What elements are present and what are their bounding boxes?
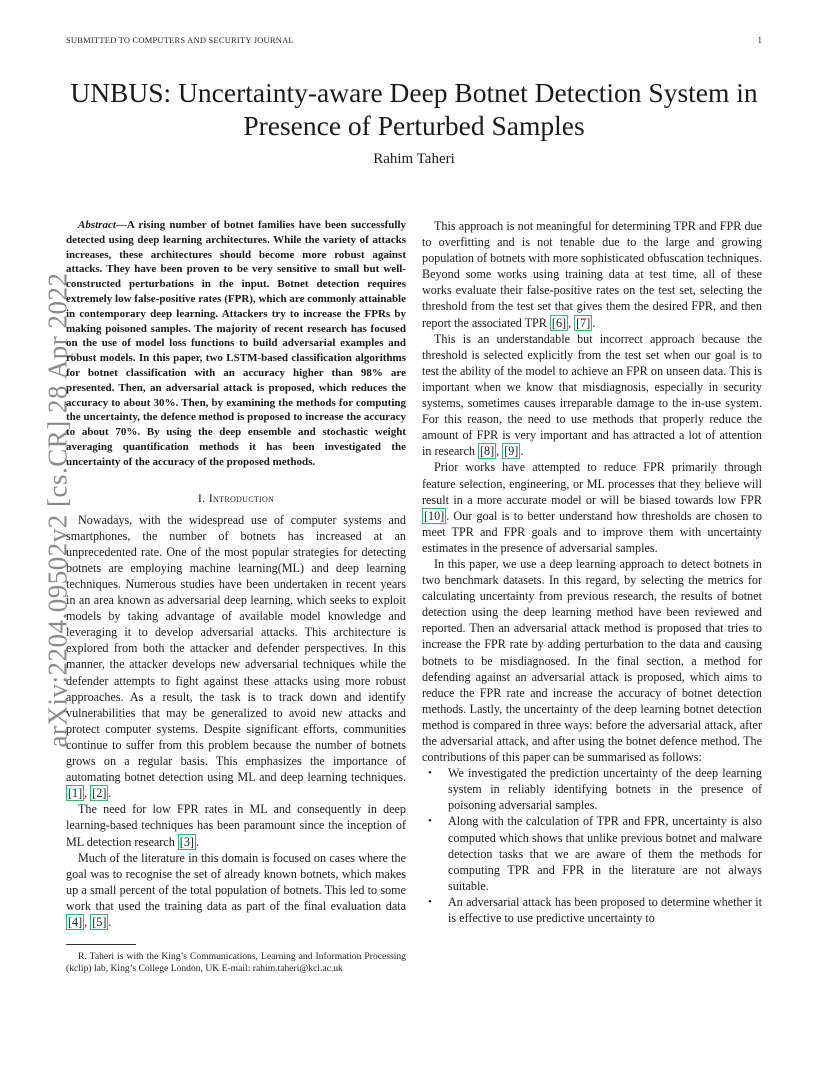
citation-link[interactable]: [7]	[576, 315, 591, 330]
list-item	[422, 894, 762, 926]
right-paragraph-1	[422, 218, 762, 331]
left-column	[66, 218, 406, 975]
footnote-divider	[66, 944, 136, 945]
paragraph-end: .	[195, 834, 199, 849]
abstract-text: —A rising number of botnet families have been successfully detected using deep learning architectures. While the variety of attacks increases, these architectures should become more robust against attacks. They have been proven to be very sensitive to small but well-constructed perturbations in the input. Botnet detection requires extremely low false-positive rates (FPR), which are commonly attainable in contemporary deep learning. Attackers try to increase the FPRs by making poisoned samples. The majority of recent research has focused on the use of model loss functions to build adversarial examples and robust models. In this paper, two LSTM-based classification algorithms for botnet classification with an accuracy higher than 98% are presented. Then, an adversarial attack is proposed, which reduces the accuracy to about 30%. Then, by examining the methods for computing the uncertainty, the defence method is proposed to increase the accuracy to about 70%. By using the deep ensemble and stochastic weight averaging quantification methods it has been investigated the uncertainty of the accuracy of the proposed methods.	[66, 219, 406, 468]
paragraph-text: The need for low FPR rates in ML and consequently in deep learning-based techniques has been paramount since the inception of ML detection research	[66, 802, 406, 849]
citation-separator: ,	[496, 444, 503, 459]
list-item	[422, 765, 762, 813]
arxiv-side-stamp: arXiv:2204.09502v2 [cs.CR] 28 Apr 2022	[42, 272, 73, 748]
list-item	[422, 813, 762, 893]
author-name: Rahim Taheri	[373, 151, 455, 167]
paragraph-text: This approach is not meaningful for determining TPR and FPR due to overfitting and is not tenable due to the large and growing population of botnets with more sophisticated obfuscation techniques. Beyond some works using training data at test time, all of these works evaluate their false-positive rates on the test set, selecting the threshold from the test set that gives them the desired FPR, and then report the associated TPR	[422, 219, 762, 330]
paragraph-end: . Our goal is to better understand how thresholds are chosen to meet TPR and FPR goals and to improve them with uncertainty estimates in the presence of adversarial samples.	[422, 508, 762, 555]
paragraph-end: .	[592, 315, 596, 330]
citation-link[interactable]: [8]	[479, 444, 495, 459]
citation-link[interactable]: [2]	[92, 786, 107, 801]
section-numeral: I.	[197, 490, 209, 505]
bullet-icon: •	[428, 767, 432, 780]
citation-link[interactable]: [10]	[424, 508, 445, 523]
intro-paragraph-1	[66, 512, 406, 802]
list-item-text: We investigated the prediction uncertainty of the deep learning system in reliably identifying botnets in the presence of poisoning adversarial samples.	[448, 766, 762, 813]
paragraph-text: Prior works have attempted to reduce FPR primarily through feature selection, engineering, or ML processes that they believe will result in a more accurate model or will be biased towards low FPR	[422, 460, 762, 507]
bullet-icon: •	[428, 815, 432, 828]
intro-paragraph-2	[66, 801, 406, 849]
page-number: 1	[757, 35, 762, 45]
paragraph-text: Nowadays, with the widespread use of computer systems and smartphones, the number of botnets has increased at an unprecedented rate. One of the most popular strategies for detecting botnets are employing machine learning(ML) and deep learning techniques. Numerous studies have been undertaken in recent years in an area known as adversarial deep learning, which seeks to exploit models by taking advantage of available model knowledge and leveraging it to develop adversarial attacks. This architecture is explored from both the attacker and defender perspectives. In this manner, the attacker develops new adversarial techniques while the defender attempts to fight against these attacks using more robust approaches. As a result, the task is to track down and identify vulnerabilities that may be generalized to avoid new attacks and protect computer systems. Despite significant efforts, communities continue to suffer from this problem because the number of botnets grows on a regular basis. This emphasizes the importance of automating botnet detection using ML and deep learning techniques.	[66, 512, 406, 785]
paragraph-text: Much of the literature in this domain is focused on cases where the goal was to recognise the set of already known botnets, which makes up a small percent of the total population of botnets. This led to some work that used the training data as part of the final evaluation data	[66, 850, 406, 913]
contributions-list	[422, 765, 762, 926]
right-column	[422, 218, 762, 926]
intro-paragraph-3	[66, 850, 406, 930]
citation-link[interactable]: [1]	[68, 786, 83, 801]
paragraph-text: This is an understandable but incorrect approach because the threshold is selected explicitly from the test set when our goal is to test the ability of the model to achieve an FPR on unseen data. This is important when we know that misdiagnosis, especially in security systems, sometimes causes irreparable damage to the in-use system. For this reason, the need to use methods that properly reduce the amount of FPR is very important and has attracted a lot of attention in research	[422, 331, 762, 459]
author-footnote: R. Taheri is with the King’s Communications, Learning and Information Processing (kclip) lab, King’s College London, UK E-mail: rahim.taheri@kcl.ac.uk	[66, 951, 406, 975]
paragraph-end: .	[108, 914, 112, 929]
abstract	[66, 218, 406, 470]
paper-title: UNBUS: Uncertainty-aware Deep Botnet Detection System in Presence of Perturbed Samples	[70, 77, 758, 141]
section-title: Introduction	[208, 490, 275, 505]
list-item-text: Along with the calculation of TPR and FPR, uncertainty is also computed which shows that unlike previous botnet and malware detection tasks that we are aware of them the methods for computing TPR and FPR in the literature are not always suitable.	[448, 814, 762, 893]
abstract-lead: Abstract	[78, 219, 116, 231]
list-item-text: An adversarial attack has been proposed to determine whether it is effective to use predictive uncertainty to	[448, 894, 762, 926]
paragraph-end: .	[108, 786, 112, 801]
right-paragraph-2	[422, 331, 762, 460]
paragraph-end: .	[520, 444, 524, 459]
citation-separator: ,	[568, 315, 575, 330]
bullet-icon: •	[428, 895, 432, 908]
citation-separator: ,	[84, 786, 91, 801]
right-paragraph-4: In this paper, we use a deep learning approach to detect botnets in two benchmark datasets. In this regard, by selecting the metrics for calculating uncertainty from previous research, the results of botnet detection using the deep learning method have been reviewed and reported. Then an adversarial attack method is proposed that tries to increase the FPR rate by adding perturbation to the data and causing botnets to be misdiagnosed. In the final section, a method for defending against an adversarial attack is proposed, which aims to reduce the FPR rate and increase the accuracy of botnet detection methods. Lastly, the uncertainty of the deep learning botnet detection method is compared in three ways: before the adversarial attack, after the adversarial attack, and after using the botnet defence method. The contributions of this paper can be summarised as follows:	[422, 556, 762, 765]
right-paragraph-3	[422, 459, 762, 556]
citation-link[interactable]: [5]	[92, 914, 107, 929]
citation-separator: ,	[84, 914, 91, 929]
citation-link[interactable]: [3]	[179, 834, 194, 849]
citation-link[interactable]: [9]	[504, 444, 519, 459]
citation-link[interactable]: [4]	[68, 914, 83, 929]
running-head: SUBMITTED TO COMPUTERS AND SECURITY JOURNAL	[66, 35, 294, 45]
citation-link[interactable]: [6]	[551, 315, 567, 330]
section-heading-introduction	[66, 490, 406, 506]
